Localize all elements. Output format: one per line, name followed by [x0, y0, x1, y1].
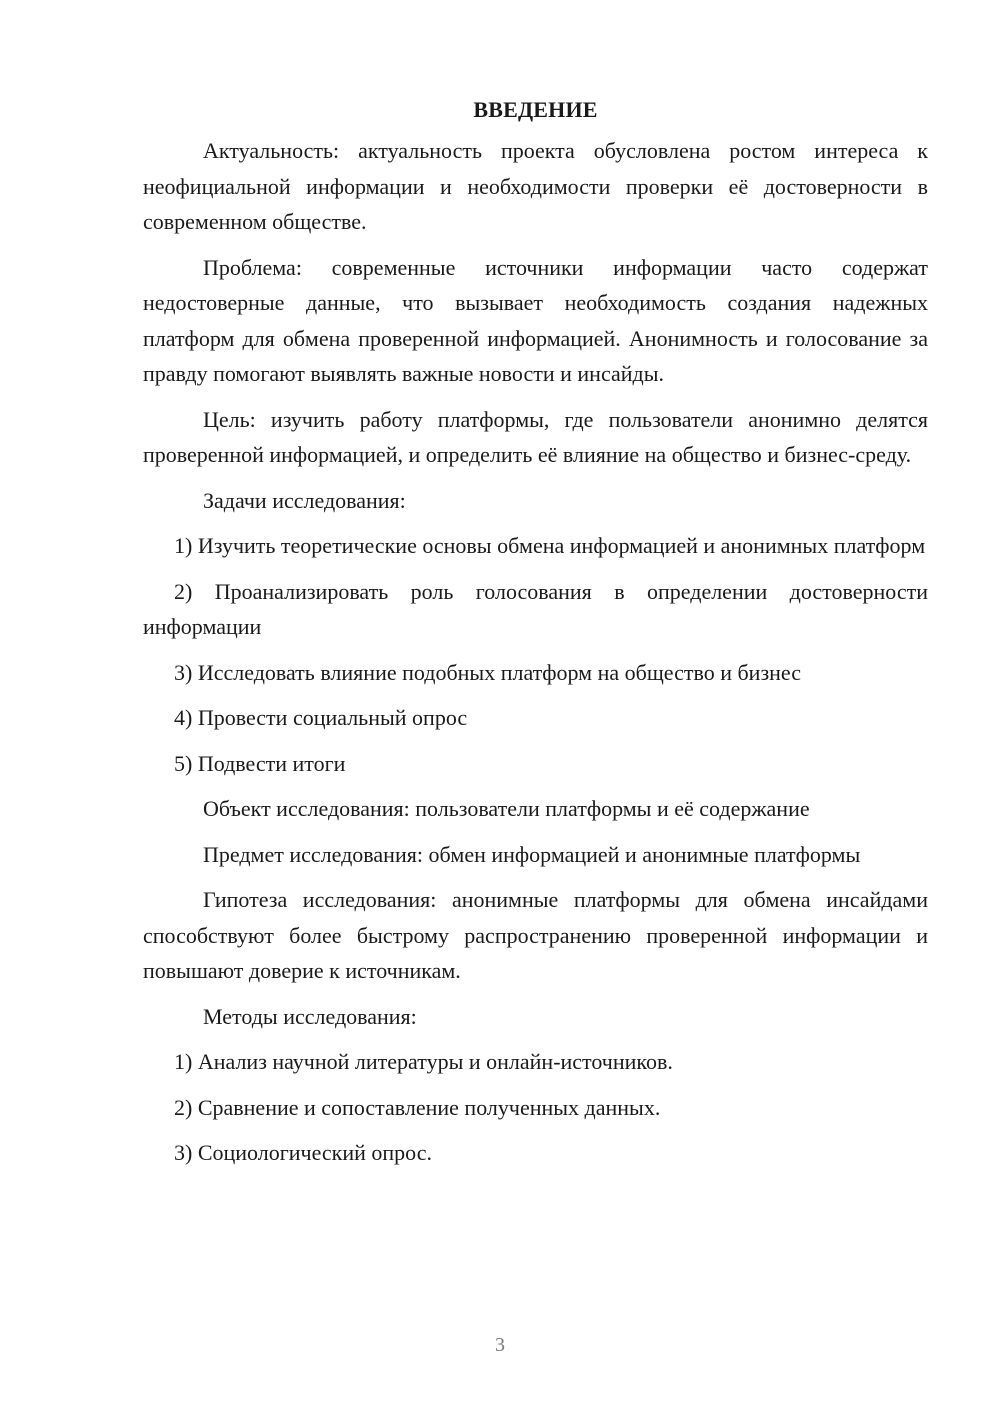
goal-paragraph: Цель: изучить работу платформы, где пользователи анонимно делятся проверенной информацией, и определить её влияние на общество и бизнес-среду.: [143, 406, 928, 467]
method-item: 3) Социологический опрос.: [174, 1140, 432, 1165]
hypothesis-paragraph: Гипотеза исследования: анонимные платформы для обмена инсайдами способствуют более быстрому распространению проверенной информации и повышают доверие к источникам.: [143, 887, 928, 983]
object-paragraph: Объект исследования: пользователи платформы и её содержание: [203, 796, 810, 821]
task-item: 1) Изучить теоретические основы обмена информацией и анонимных платформ: [174, 533, 926, 558]
section-heading: ВВЕДЕНИЕ: [473, 97, 598, 122]
tasks-title: Задачи исследования:: [203, 487, 406, 513]
page-number: 3: [495, 1334, 505, 1356]
task-item: 3) Исследовать влияние подобных платформ на общество и бизнес: [174, 659, 801, 685]
task-item: 2) Проанализировать роль голосования в определении достоверности информации: [143, 578, 928, 639]
document-page: [143, 92, 928, 1181]
relevance-paragraph: Актуальность: актуальность проекта обусловлена ростом интереса к неофициальной информации и необходимости проверки её достоверности в современном обществе.: [143, 138, 928, 234]
methods-title: Методы исследования:: [203, 1003, 417, 1029]
method-item: 1) Анализ научной литературы и онлайн-источников.: [174, 1049, 673, 1074]
task-item: 4) Провести социальный опрос: [174, 705, 468, 730]
problem-paragraph: Проблема: современные источники информации часто содержат недостоверные данные, что вызывает необходимость создания надежных платформ для обмена проверенной информацией. Анонимность и голосование за правду помогают выявлять важные новости и инсайды.: [143, 254, 928, 386]
task-item: 5) Подвести итоги: [174, 750, 346, 776]
method-item: 2) Сравнение и сопоставление полученных данных.: [174, 1094, 661, 1120]
subject-paragraph: Предмет исследования: обмен информацией и анонимные платформы: [203, 841, 861, 867]
